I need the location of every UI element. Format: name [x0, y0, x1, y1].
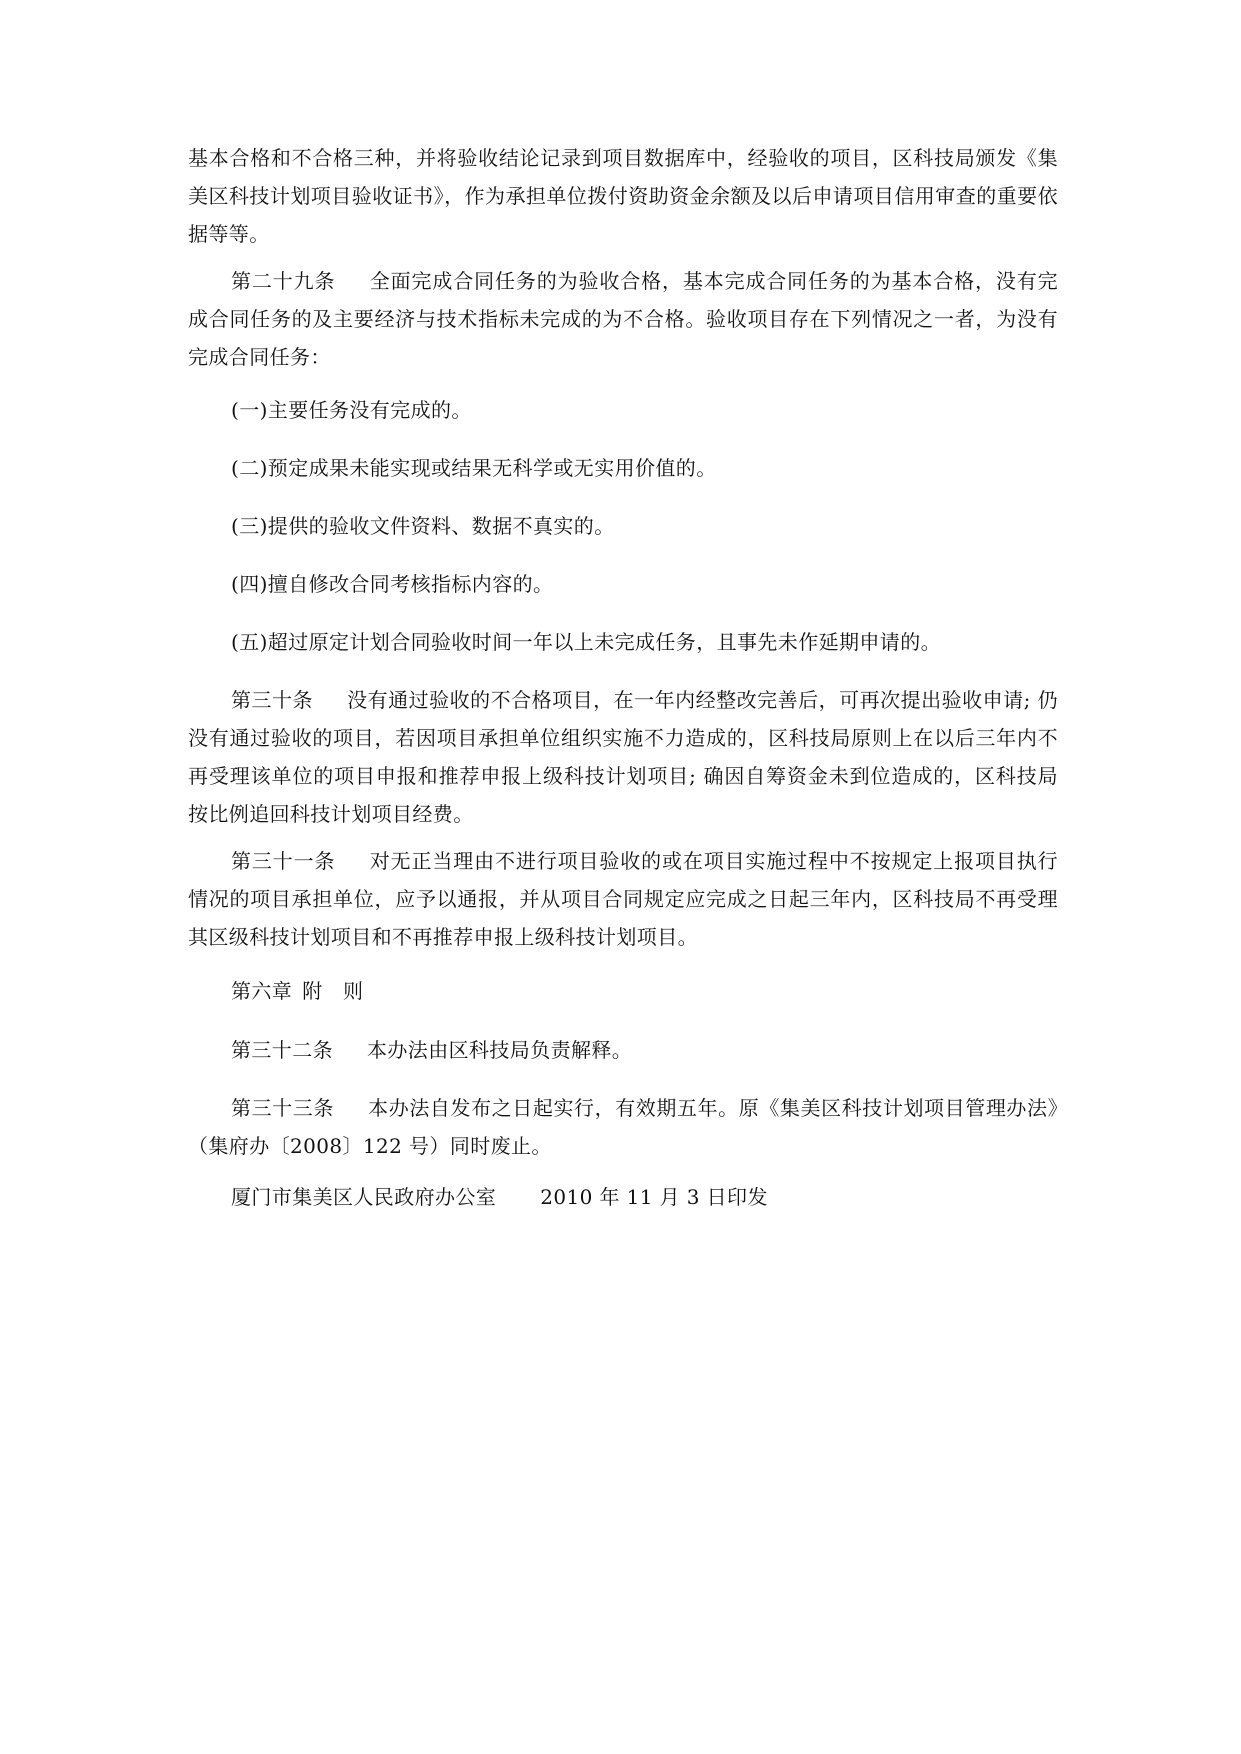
article-30-text: 没有通过验收的不合格项目，在一年内经整改完善后，可再次提出验收申请; 仍没有通过验收的项目，若因项目承担单位组织实施不力造成的，区科技局原则上在以后三年内不再受理该单位的项目申报和推荐申报上级科技计划项目; 确因自筹资金未到位造成的，区科技局按比例追回科技计划项目经费。: [188, 688, 1058, 826]
footer-issuer: 厦门市集美区人民政府办公室: [231, 1185, 497, 1209]
article-32-text: 本办法由区科技局负责解释。: [367, 1038, 633, 1062]
article-29-item-2: (二)预定成果未能实现或结果无科学或无实用价值的。: [231, 456, 717, 480]
continued-paragraph: 基本合格和不合格三种，并将验收结论记录到项目数据库中，经验收的项目，区科技局颁发《集美区科技计划项目验收证书》，作为承担单位拨付资助资金余额及以后申请项目信用审查的重要依据等等。: [188, 146, 1058, 246]
article-29-item-1: (一)主要任务没有完成的。: [231, 398, 472, 422]
article-29-item-5: (五)超过原定计划合同验收时间一年以上未完成任务，且事先未作延期申请的。: [231, 630, 942, 654]
article-33-number: 第三十三条: [231, 1096, 334, 1120]
article-31-text: 对无正当理由不进行项目验收的或在项目实施过程中不按规定上报项目执行情况的项目承担单位，应予以通报，并从项目合同规定应完成之日起三年内，区科技局不再受理其区级科技计划项目和不再推荐申报上级科技计划项目。: [188, 849, 1058, 949]
chapter-6-number: 第六章: [231, 979, 293, 1003]
footer-date: 2010 年 11 月 3 日印发: [540, 1185, 768, 1209]
article-29-text: 全面完成合同任务的为验收合格，基本完成合同任务的为基本合格，没有完成合同任务的及主要经济与技术指标未完成的为不合格。验收项目存在下列情况之一者，为没有完成合同任务：: [188, 269, 1058, 369]
article-32: [231, 1031, 1058, 1069]
article-30: [188, 681, 1058, 833]
article-29-number: 第二十九条: [231, 269, 336, 293]
article-33: [188, 1089, 1058, 1165]
article-29-item-4: (四)擅自修改合同考核指标内容的。: [231, 572, 554, 596]
article-29-item-3: (三)提供的验收文件资料、数据不真实的。: [231, 514, 615, 538]
article-33-text: 本办法自发布之日起实行，有效期五年。原《集美区科技计划项目管理办法》（集府办〔2008〕122 号）同时废止。: [188, 1096, 1058, 1158]
article-29: [188, 262, 1058, 376]
chapter-6-heading: [231, 972, 1058, 1010]
footer-line: [231, 1178, 1058, 1216]
article-31: [188, 842, 1058, 956]
article-31-number: 第三十一条: [231, 849, 336, 873]
chapter-6-title: 附 则: [302, 979, 364, 1003]
article-32-number: 第三十二条: [231, 1038, 333, 1062]
article-30-number: 第三十条: [231, 688, 313, 712]
